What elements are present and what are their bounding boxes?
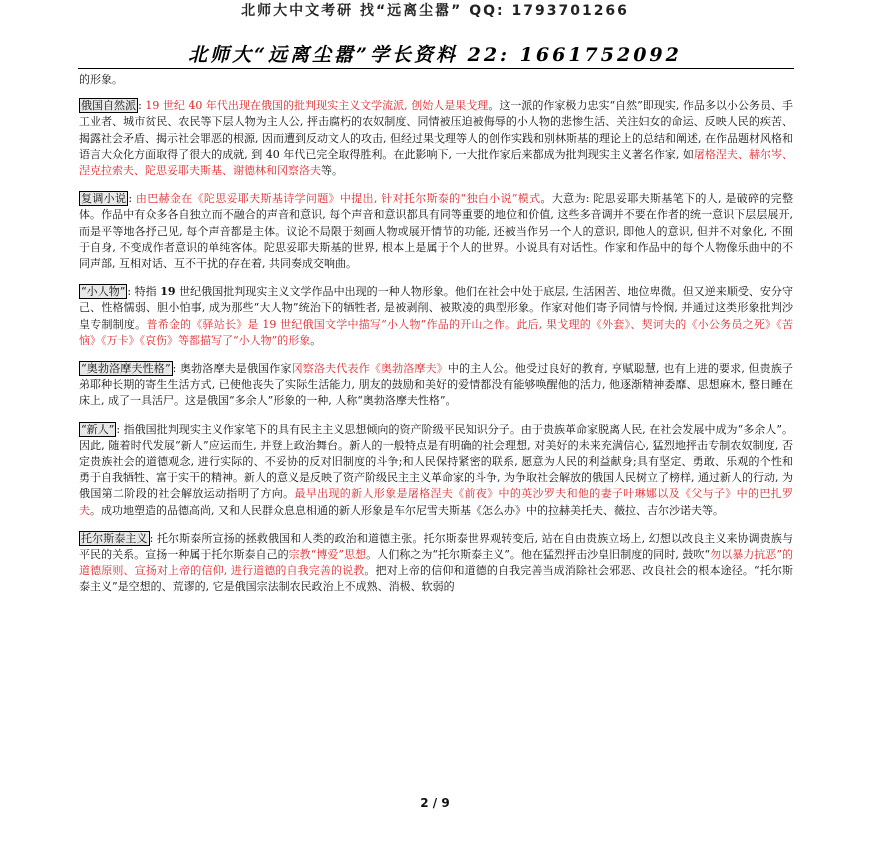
entry-polyphonic-novel <box>79 191 793 272</box>
highlight-text: 普希金的《驿站长》是 19 世纪俄国文学中描写“小人物”作品的开山之作。此后, 果戈理的《外套》、契诃夫的《小公务员之死》《苦恼》《万卡》《哀伤》等都描写了“小人物”的形象 <box>79 317 794 347</box>
header-title-line: 北师大“远离尘嚣”学长资料 22: 1661752092 <box>188 44 682 66</box>
body-text: 。成功地塑造的品德高尚, 又和人民群众息息相通的新人形象是车尔尼雪夫斯基《怎么办》中的拉赫美托夫、薇拉、吉尔沙诺夫等。 <box>90 503 724 517</box>
bold-text: 19 <box>160 285 176 299</box>
term-label: 俄国自然派 <box>81 99 137 113</box>
header-contact-line: 北师大中文考研 找“远离尘嚣” QQ: 1793701266 <box>241 3 629 19</box>
intro-line: 的形象。 <box>79 73 123 86</box>
entry-little-man <box>79 284 793 349</box>
header-rule <box>78 68 794 69</box>
entry-russian-natural-school <box>79 98 793 179</box>
body-text: 。人们称之为“托尔斯泰主义”。他在猛烈抨击沙皇旧制度的同时, 鼓吹“ <box>366 548 711 562</box>
body-text: 指俄国批判现实主义作家笔下的具有民主主义思想倾向的资产阶级平民知识分子。由于贵族革命家脱离人民, 在社会发展中成为“多余人”。因此, 随着时代发展“新人”应运而生, 并登上政治舞台。新人的一般特点是有明确的社会理想, 对美好的未来充满信心, 猛烈地抨击专制农奴制度, 否定贵族社会的道德观念, 进行实际的、不妥协的反对旧制度的斗争;和人民保持紧密的联系, 愿意为人民的利益献身;具有坚定、勇敢、乐观的个性和勇于自我牺牲、富于实干的精神。新人的意义是反映了资产阶级民主主义革命家的斗争, 为争取社会解放的俄国人民树立了榜样, 通过新人的行动, 为俄国第二阶段的社会解放运动指明了方向。 <box>79 422 794 501</box>
body-text: 世纪俄国批判现实主义文学作品中出现的一种人物形象。他们在社会中处于底层, 生活困苦、地位卑微。但又逆来顺受、安分守己、性格懦弱、胆小怕事, 成为那些“大人物”统治下的牺牲者, 是被剥削、被欺凌的典型形象。作家对他们寄予同情与怜悯, 并通过这类形象批判沙皇专制制度。 <box>79 285 794 331</box>
highlight-text: 最早出现的新人形象是屠格涅夫《前夜》中的英沙罗夫和他的妻子叶琳娜以及《父与子》中的巴扎罗夫 <box>79 487 793 517</box>
entry-oblomovism <box>79 361 793 410</box>
term-label: “小人物” <box>81 285 126 299</box>
entry-new-man <box>79 422 793 519</box>
term-label: “新人” <box>81 422 115 436</box>
highlight-text: 勿以暴力抗恶”的道德原则、宣扬对上帝的信仰, 进行道德的自我完善的说教 <box>79 548 793 578</box>
entry-tolstoyism <box>79 531 793 596</box>
body-text: 。 <box>310 333 322 347</box>
body-text: 奥勃洛摩夫是俄国作家 <box>179 362 292 376</box>
body-text: 。把对上帝的信仰和道德的自我完善当成消除社会邪恶、改良社会的根本途径。“托尔斯泰主义”是空想的、荒谬的, 它是俄国宗法制农民政治上不成熟、消极、软弱的 <box>79 564 793 594</box>
term-separator: : <box>127 285 135 299</box>
body-text: 等。 <box>321 164 343 178</box>
term-separator: : <box>128 192 136 206</box>
body-text: 。大意为: 陀思妥耶夫斯基笔下的人, 是破碎的完整体。作品中有众多各自独立而不融合的声音和意识, 每个声音和意识都具有同等重要的地位和价值, 这些多音调并不要在作者的统一意识下层层展开, 而是平等地各抒己见, 每个声音都是主体。议论不局限于刻画人物或展开情节的功能, 还被当作另一个人的意识, 即他人的意识, 但并不对象化, 不囿于自身, 不变成作者意识的单纯客体。陀思妥耶夫斯基的世界, 根本上是属于个人的世界。小说具有对话性。作家和作品中的每个人物像乐曲中的不同声部, 互相对话、互不干扰的存在着, 共同奏成交响曲。 <box>79 192 793 271</box>
document-body <box>79 72 793 608</box>
term-separator: : <box>138 99 146 113</box>
term-label: 复调小说 <box>81 192 127 206</box>
term-label: “奥勃洛摩夫性格” <box>81 362 171 376</box>
body-text: 托尔斯泰所宣扬的拯救俄国和人类的政治和道德主张。托尔斯泰世界观转变后, 站在自由贵族立场上, 幻想以改良主义来协调贵族与平民的关系。宣扬一种属于托尔斯泰自己的 <box>79 531 794 562</box>
term-separator: : <box>172 362 180 376</box>
body-text: 特指 <box>134 285 161 299</box>
body-text: 中的主人公。他受过良好的教育, 亨赋聪慧, 也有上进的要求, 但贵族子弟耶种长期的寄生生活方式, 已使他丧失了实际生活能力, 朋友的鼓励和美好的爱情都没有能够唤醒他的活力, 他逐渐精神委靡、思想麻木, 整日睡在床上, 成了一具活尸。这是俄国“多余人”形象的一种, 人称“奥勃洛摩夫性格”。 <box>79 362 794 408</box>
highlight-text: 由巴赫金在《陀思妥耶夫斯基诗学问题》中提出, 针对托尔斯泰的“独白小说”模式 <box>135 192 541 206</box>
highlight-text: 宗教“博爱”思想 <box>288 548 367 562</box>
highlight-text: 屠格涅夫、赫尔岑、涅克拉索夫、陀思妥耶夫斯基、谢德林和冈察洛夫 <box>79 147 794 178</box>
term-separator: : <box>149 531 157 545</box>
body-text: 。这一派的作家极力忠实“自然”即现实, 作品多以小公务员、手工业者、城市贫民、农民等下层人物为主人公, 抨击腐朽的农奴制度、同情被压迫被侮辱的小人物的悲惨生活、关注妇女的命运、反映人民的疾苦、揭露社会矛盾、揭示社会罪恶的根源, 因而遭到反动文人的攻击, 但经过果戈理等人的创作实践和别林斯基的理论上的总结和阐述, 在作品题材风格和语言大众化方面取得了很大的成就, 到 40 年代已完全取得胜利。在此影响下, 一大批作家后来都成为批判现实主义著名作家, 如 <box>79 99 794 161</box>
term-separator: : <box>116 422 124 436</box>
term-label: 托尔斯泰主义 <box>81 531 148 545</box>
highlight-text: 冈察洛夫代表作《奥勃洛摩夫》 <box>291 362 448 376</box>
page-number: 2 / 9 <box>420 796 450 810</box>
highlight-text: 19 世纪 40 年代出现在俄国的批判现实主义文学流派, 创始人是果戈理 <box>145 99 489 113</box>
